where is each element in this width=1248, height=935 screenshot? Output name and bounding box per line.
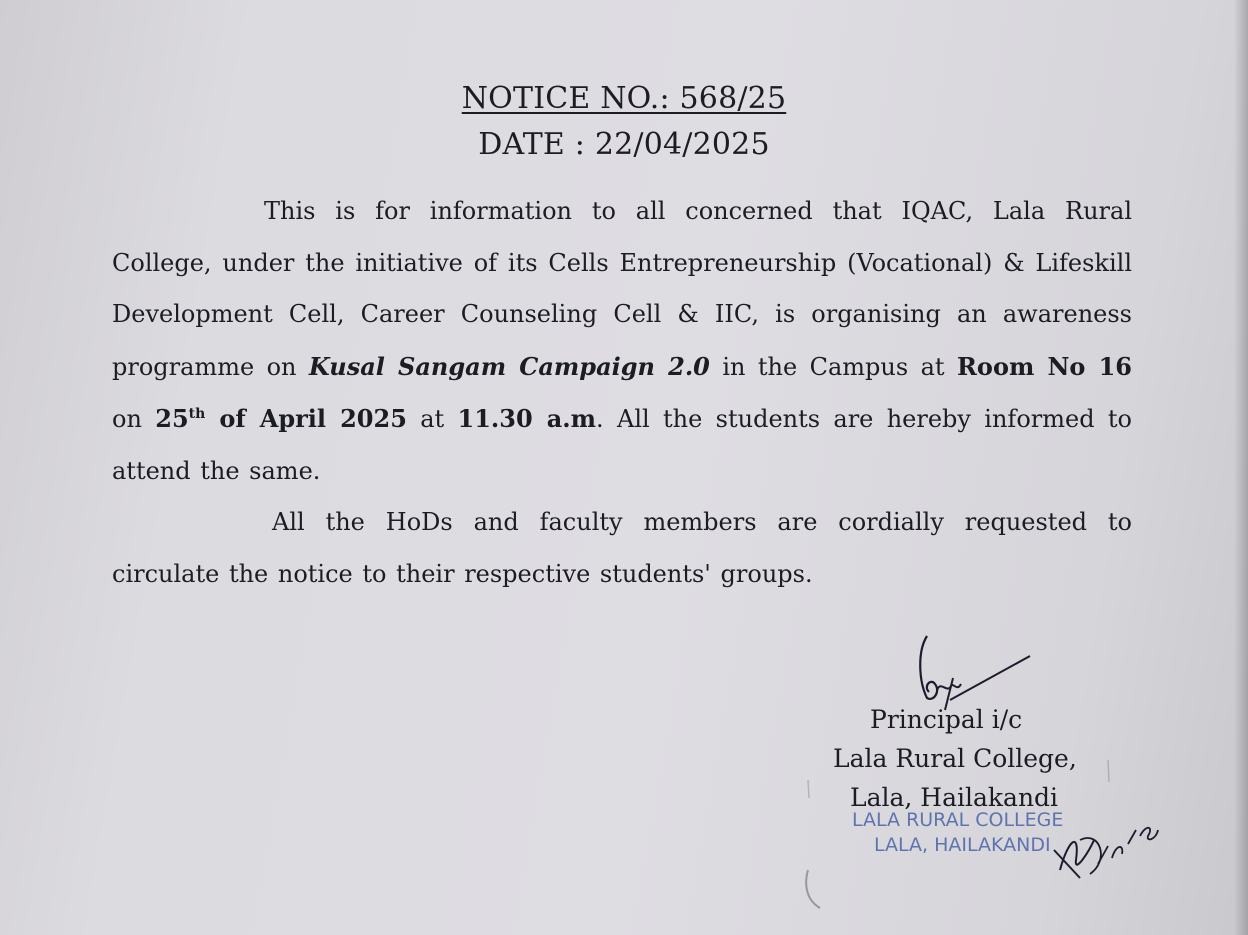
dated-initials xyxy=(1050,800,1170,885)
paragraph-1: This is for information to all concerned that IQAC, Lala Rural College, under the initiative of its Cells Entrepreneurship (Vocational) & Lifeskill Development Cell, Career Counseling Cell & IIC, is organising an awareness programme on Kusal Sangam Campaign 2.0 in the Campus at Room No 16 on 25th of April 2025 at 11.30 a.m. All the students are hereby informed to attend the same. xyxy=(112,197,1132,485)
notice-number: NOTICE NO.: 568/25 xyxy=(461,81,787,116)
signatory-org: Lala Rural College, xyxy=(833,744,1077,773)
stamp-line-2: LALA, HAILAKANDI xyxy=(874,834,1051,856)
event-venue: Room No 16 xyxy=(956,351,1132,381)
signatory-title: Principal i/c xyxy=(870,705,1023,734)
notice-body xyxy=(112,186,1132,600)
paragraph-2: All the HoDs and faculty members are cordially requested to circulate the notice to their respective students' groups. xyxy=(112,508,1132,588)
event-name: Kusal Sangam Campaign 2.0 xyxy=(308,351,710,381)
notice-header xyxy=(0,76,1248,168)
event-date: 25th of April 2025 xyxy=(155,404,407,433)
event-time: 11.30 a.m xyxy=(457,404,597,433)
stamp-line-1: LALA RURAL COLLEGE xyxy=(852,809,1064,831)
notice-date: DATE : 22/04/2025 xyxy=(478,127,770,162)
signatory-place: Lala, Hailakandi xyxy=(850,783,1059,812)
